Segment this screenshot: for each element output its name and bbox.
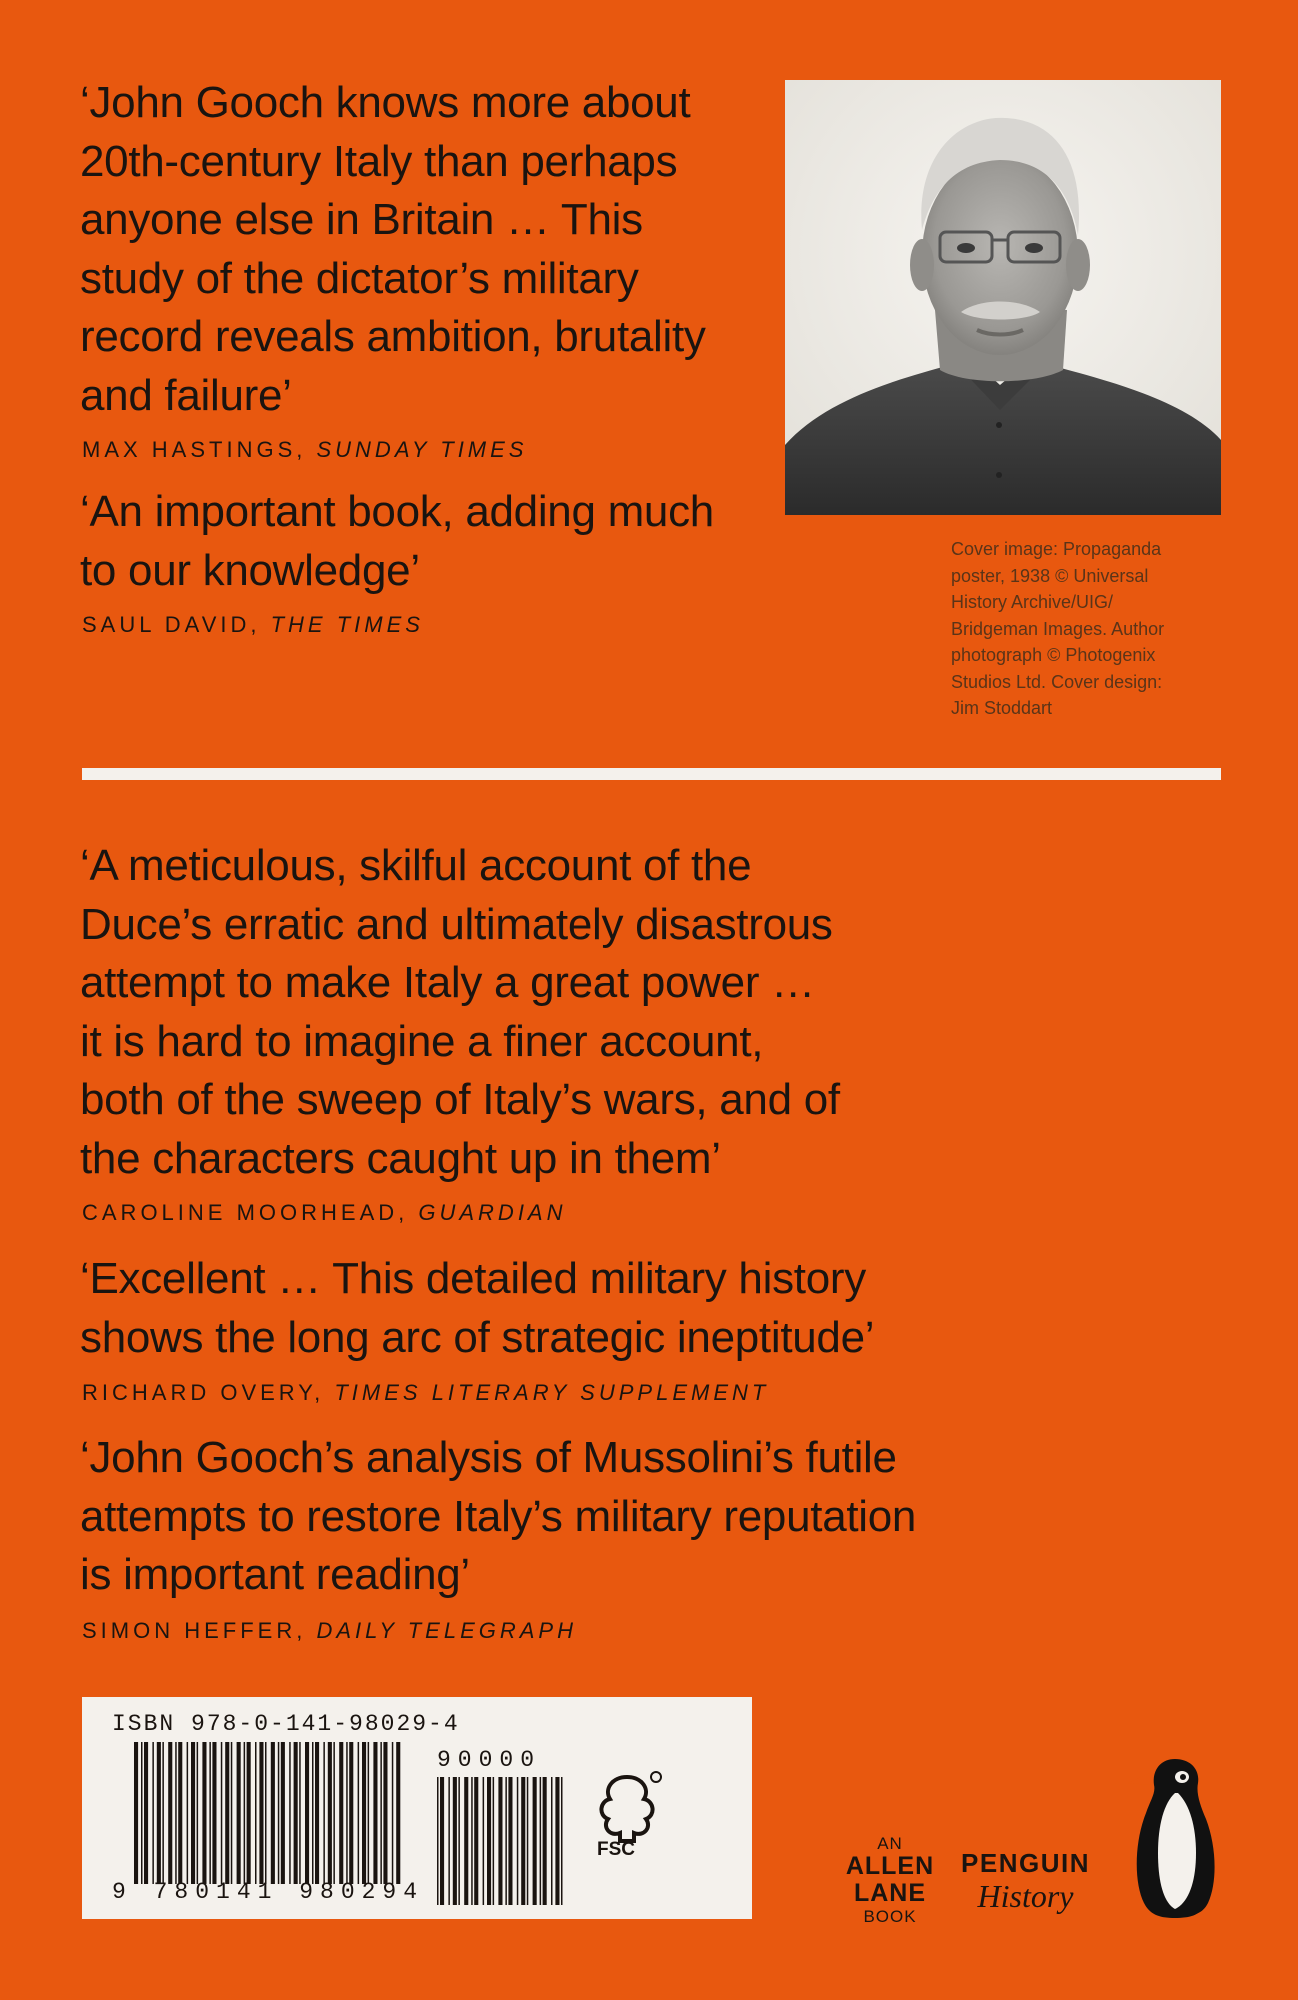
barcode-bar [487, 1777, 491, 1905]
barcode-bar [221, 1742, 223, 1884]
barcode-bar [453, 1777, 457, 1905]
barcode-bar [202, 1742, 206, 1884]
section-divider [82, 768, 1221, 780]
barcode-bar [168, 1742, 172, 1884]
barcode-bar [508, 1777, 512, 1905]
quote-4-source: TIMES LITERARY SUPPLEMENT [334, 1380, 770, 1405]
quote-1-author: MAX HASTINGS, [82, 437, 317, 462]
barcode-bar [437, 1777, 439, 1905]
barcode-bar [152, 1742, 154, 1884]
barcode-bar [299, 1742, 301, 1884]
barcode-bar [505, 1777, 507, 1905]
barcode-bar [237, 1742, 241, 1884]
barcode-bar [471, 1777, 473, 1905]
quote-3-author: CAROLINE MOORHEAD, [82, 1200, 419, 1225]
quote-4-text: ‘Excellent … This detailed military history shows the long arc of strategic ineptitude’ [80, 1254, 875, 1362]
allen-book: BOOK [863, 1907, 917, 1926]
barcode-bar [244, 1742, 246, 1884]
quote-5-attribution [82, 1618, 577, 1644]
barcode-bar [144, 1742, 148, 1884]
barcode-bar [278, 1742, 280, 1884]
quote-5-text: ‘John Gooch’s analysis of Mussolini’s futile attempts to restore Italy’s military reputation is important reading’ [80, 1433, 917, 1599]
barcode-bar [134, 1742, 138, 1884]
quote-2-source: THE TIMES [270, 612, 424, 637]
barcode-bar [255, 1742, 257, 1884]
barcode-bar [323, 1742, 325, 1884]
barcode-panel [82, 1697, 752, 1919]
barcode-bar [178, 1742, 182, 1884]
barcode-bar [141, 1742, 143, 1884]
barcode-bar [483, 1777, 485, 1905]
barcode-bar [289, 1742, 291, 1884]
quote-3-text: ‘A meticulous, skilful account of the Duce’s erratic and ultimately disastrous attempt to make Italy a great power … it is hard to imagine a finer account, both of the sweep of Italy’s wars, and of the characters caught up in them’ [80, 841, 840, 1183]
barcode-bar [349, 1742, 353, 1884]
barcode-digits: 9 780141 980294 [112, 1879, 425, 1905]
cover-credits: Cover image: Propaganda poster, 1938 © Universal History Archive/UIG/ Bridgeman Images. Author photograph © Photogenix Studios Ltd. Cover design: Jim Stoddart [951, 539, 1165, 718]
barcode-bar [175, 1742, 177, 1884]
allen-lane: LANE [853, 1879, 927, 1907]
barcode-bar [209, 1742, 211, 1884]
quote-5-source: DAILY TELEGRAPH [316, 1618, 577, 1643]
author-photo [785, 80, 1221, 515]
barcode-bar [464, 1777, 468, 1905]
quote-3-source: GUARDIAN [418, 1200, 567, 1225]
barcode-bar [281, 1742, 285, 1884]
price-barcode [437, 1777, 567, 1905]
barcode-bar [187, 1742, 189, 1884]
barcode-bar [225, 1742, 229, 1884]
barcode-bar [543, 1777, 547, 1905]
isbn-label: ISBN 978-0-141-98029-4 [112, 1711, 460, 1737]
barcode-bar [383, 1742, 387, 1884]
barcode-bar [305, 1742, 309, 1884]
barcode-bar [373, 1742, 377, 1884]
barcode-bar [458, 1777, 460, 1905]
barcode-bar [333, 1742, 335, 1884]
isbn-barcode [134, 1742, 402, 1884]
quote-1-attribution [82, 437, 527, 463]
barcode-bar [440, 1777, 444, 1905]
quote-3-attribution [82, 1200, 567, 1226]
quote-2-author: SAUL DAVID, [82, 612, 271, 637]
barcode-bar [197, 1742, 199, 1884]
barcode-bar [358, 1742, 360, 1884]
fsc-label: FSC [597, 1839, 635, 1860]
barcode-bar [212, 1742, 216, 1884]
quote-1-text: ‘John Gooch knows more about 20th-century Italy than perhaps anyone else in Britain … This study of the dictator’s military record reveals ambition, brutality and failure’ [80, 78, 706, 420]
allen-lane-logo [845, 1834, 935, 1926]
allen-allen: ALLEN [845, 1852, 935, 1880]
barcode-bar [259, 1742, 263, 1884]
barcode-bar [527, 1777, 529, 1905]
barcode-bar [540, 1777, 542, 1905]
barcode-bar [474, 1777, 478, 1905]
barcode-bar [294, 1742, 298, 1884]
barcode-bar [162, 1742, 164, 1884]
quote-2-text: ‘An important book, adding much to our knowledge’ [80, 487, 714, 595]
barcode-bar [561, 1777, 563, 1905]
series-name: History [977, 1878, 1074, 1914]
quote-2-attribution [82, 612, 424, 638]
barcode-bar [346, 1742, 348, 1884]
barcode-bar [312, 1742, 314, 1884]
barcode-bar [533, 1777, 537, 1905]
barcode-bar [517, 1777, 519, 1905]
barcode-bar [247, 1742, 251, 1884]
quote-1-source: SUNDAY TIMES [316, 437, 528, 462]
barcode-bar [191, 1742, 195, 1884]
allen-an: AN [877, 1834, 903, 1853]
quote-4-attribution [82, 1380, 769, 1406]
author-portrait-image [785, 80, 1221, 515]
barcode-bar [392, 1742, 394, 1884]
quote-5-author: SIMON HEFFER, [82, 1618, 317, 1643]
barcode-bar [231, 1742, 233, 1884]
penguin-history-logo [958, 1848, 1093, 1913]
barcode-bar [157, 1742, 161, 1884]
barcode-bar [555, 1777, 559, 1905]
price-code: 90000 [437, 1747, 542, 1773]
barcode-bar [448, 1777, 450, 1905]
barcode-bar [551, 1777, 553, 1905]
barcode-bar [498, 1777, 502, 1905]
barcode-bar [362, 1742, 366, 1884]
barcode-bar [368, 1742, 370, 1884]
barcode-bar [493, 1777, 495, 1905]
barcode-bar [271, 1742, 275, 1884]
barcode-bar [339, 1742, 343, 1884]
barcode-bar [328, 1742, 332, 1884]
publisher-name: PENGUIN [961, 1848, 1090, 1878]
barcode-bar [265, 1742, 267, 1884]
barcode-bar [315, 1742, 319, 1884]
barcode-bar [521, 1777, 525, 1905]
quote-4-author: RICHARD OVERY, [82, 1380, 335, 1405]
barcode-bar [396, 1742, 400, 1884]
barcode-bar [380, 1742, 382, 1884]
penguin-icon [1120, 1753, 1230, 1928]
